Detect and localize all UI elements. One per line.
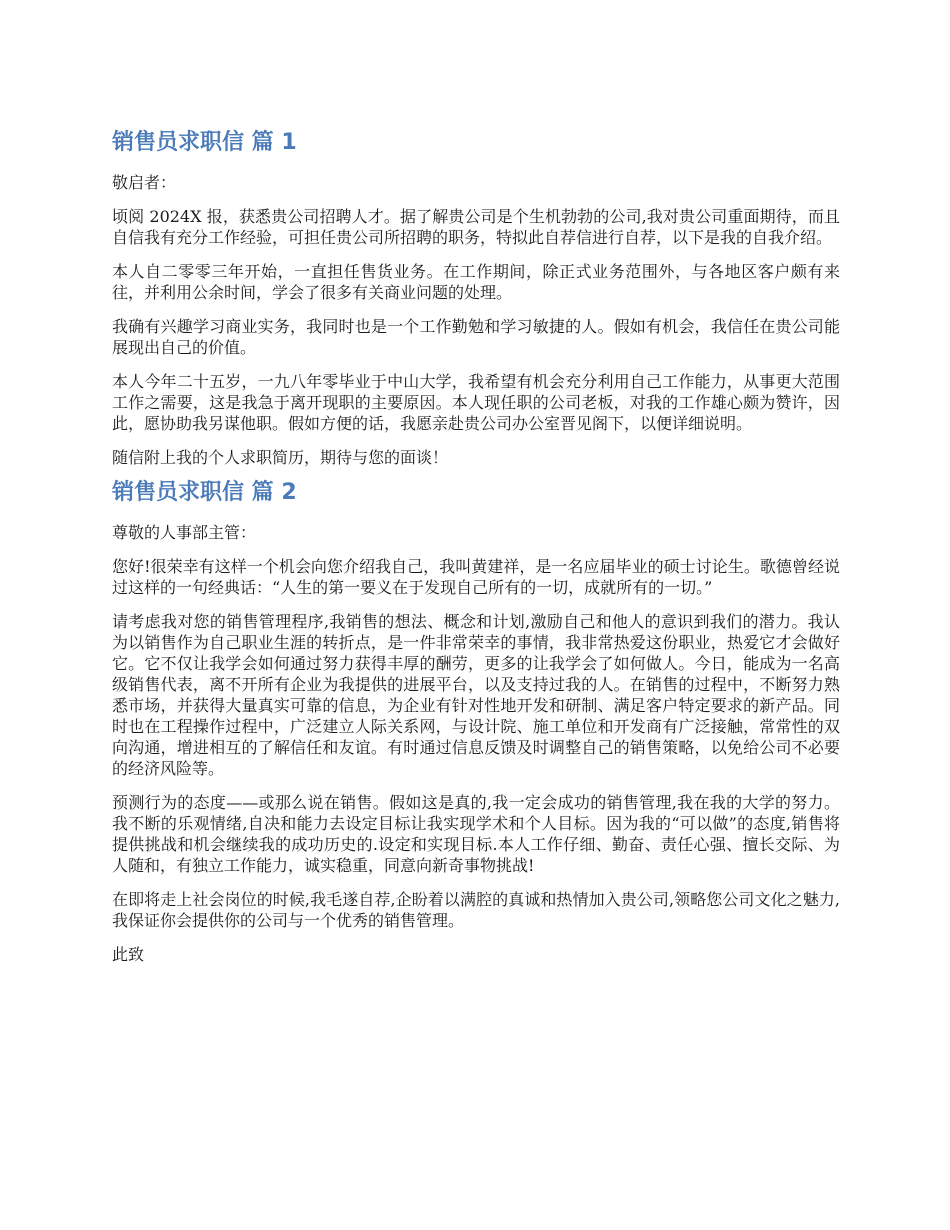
section-1-paragraph-5: 随信附上我的个人求职简历，期待与您的面谈！ [112,448,449,467]
section-2-paragraph-1: 您好!很荣幸有这样一个机会向您介绍我自己，我叫黄建祥，是一名应届毕业的硕士讨论生。歌德曾经说过这样的一句经典话：“人生的第一要义在于发现自己所有的一切，成就所有的一切。” [112,557,840,597]
section-1-title: 销售员求职信 篇 1 [112,130,297,155]
section-2-title: 销售员求职信 篇 2 [112,480,297,505]
section-2-closing: 此致 [112,945,145,964]
section-2-salutation: 尊敬的人事部主管： [112,523,257,542]
section-2-paragraph-2: 请考虑我对您的销售管理程序,我销售的想法、概念和计划,激励自己和他人的意识到我们的潜力。我认为以销售作为自己职业生涯的转折点，是一件非常荣幸的事情，我非常热爱这份职业，热爱它才会做好它。它不仅让我学会如何通过努力获得丰厚的酬劳，更多的让我学会了如何做人。今日，能成为一名高级销售代表，离不开所有企业为我提供的进展平台，以及支持过我的人。在销售的过程中，不断努力熟悉市场，并获得大量真实可靠的信息，为企业有针对性地开发和研制、满足客户特定要求的新产品。同时也在工程操作过程中，广泛建立人际关系网，与设计院、施工单位和开发商有广泛接触，常常性的双向沟通，增进相互的了解信任和友谊。有时通过信息反馈及时调整自己的销售策略，以免给公司不必要的经济风险等。 [112,612,840,778]
section-1-paragraph-2: 本人自二零零三年开始，一直担任售货业务。在工作期间，除正式业务范围外，与各地区客户颇有来往，并利用公余时间，学会了很多有关商业问题的处理。 [112,262,840,302]
document-page [112,128,840,965]
section-2-paragraph-3: 预测行为的态度——或那么说在销售。假如这是真的,我一定会成功的销售管理,我在我的大学的努力。我不断的乐观情绪,自决和能力去设定目标让我实现学术和个人目标。因为我的“可以做”的态度,销售将提供挑战和机会继续我的成功历史的.设定和实现目标.本人工作仔细、勤奋、责任心强、擅长交际、为人随和，有独立工作能力，诚实稳重，同意向新奇事物挑战! [112,793,840,875]
section-1-salutation: 敬启者： [112,173,177,192]
section-2-paragraph-4: 在即将走上社会岗位的时候,我毛遂自荐,企盼着以满腔的真诚和热情加入贵公司,领略您公司文化之魅力,我保证你会提供你的公司与一个优秀的销售管理。 [112,890,840,930]
section-1-paragraph-4: 本人今年二十五岁，一九八年零毕业于中山大学，我希望有机会充分利用自己工作能力，从事更大范围工作之需要，这是我急于离开现职的主要原因。本人现任职的公司老板，对我的工作雄心颇为赞许，因此，愿协助我另谋他职。假如方便的话，我愿亲赴贵公司办公室晋见阁下，以便详细说明。 [112,372,840,433]
section-1-paragraph-3: 我确有兴趣学习商业实务，我同时也是一个工作勤勉和学习敏捷的人。假如有机会，我信任在贵公司能展现出自己的价值。 [112,317,840,357]
section-1-paragraph-1: 顷阅 2024X 报，获悉贵公司招聘人才。据了解贵公司是个生机勃勃的公司,我对贵公司重面期待，而且自信我有充分工作经验，可担任贵公司所招聘的职务，特拟此自荐信进行自荐，以下是我的自我介绍。 [112,207,840,247]
